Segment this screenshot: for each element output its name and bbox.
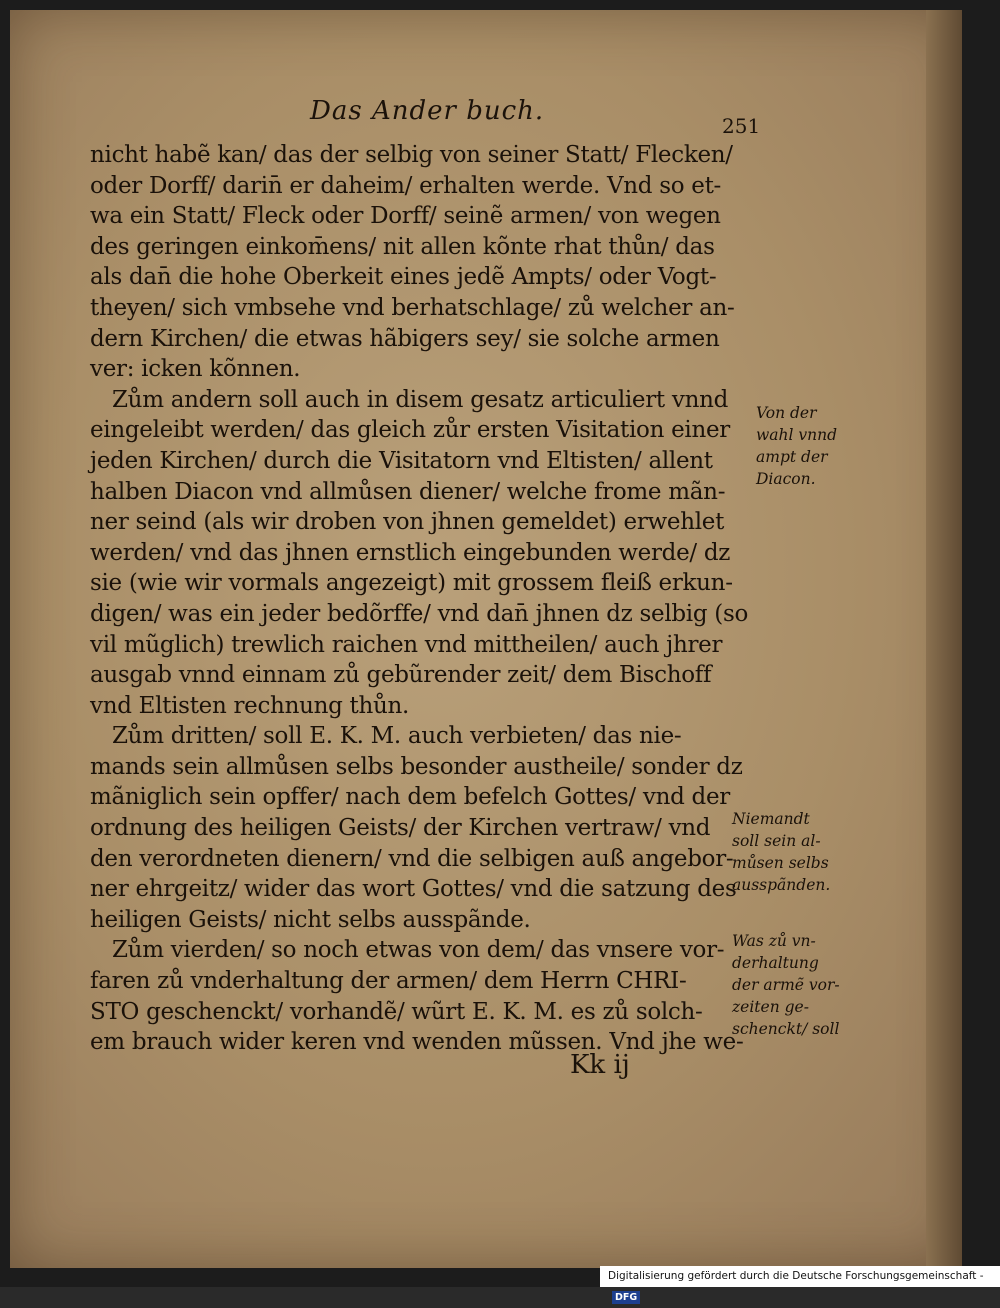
text-line: wa ein Statt/ Fleck oder Dorff/ seinẽ armen/ von wegen — [90, 203, 721, 230]
margin-note-line: Von der — [756, 404, 817, 422]
text-line: ordnung des heiligen Geists/ der Kirchen vertraw/ vnd — [90, 815, 711, 842]
text-line: mands sein allmůsen selbs besonder austheile/ sonder dz — [90, 753, 743, 780]
margin-note-line: schenckt/ soll — [732, 1020, 840, 1038]
page-edge — [926, 10, 962, 1268]
text-line: den verordneten dienern/ vnd die selbigen auß angebor- — [90, 845, 734, 872]
margin-note-line: soll sein al- — [732, 832, 821, 850]
text-line: halben Diacon vnd allmůsen diener/ welche frome mãn- — [90, 478, 726, 505]
text-line: als dan̄ die hohe Oberkeit eines jedẽ Ampts/ oder Vogt- — [90, 264, 717, 291]
text-line: oder Dorff/ darin̄ er daheim/ erhalten werde. Vnd so et- — [90, 172, 722, 199]
text-line: theyen/ sich vmbsehe vnd berhatschlage/ zů welcher an- — [90, 294, 735, 321]
dfg-logo: DFG — [612, 1291, 640, 1304]
margin-note-diacon — [756, 402, 866, 490]
body-text — [90, 140, 750, 1058]
text-line: dern Kirchen/ die etwas hãbigers sey/ sie solche armen — [90, 325, 720, 352]
text-line: ver: icken kõnnen. — [90, 356, 301, 383]
footer-credit — [600, 1266, 1000, 1303]
text-line: ner ehrgeitz/ wider das wort Gottes/ vnd die satzung des — [90, 876, 737, 903]
text-line: vil mũglich) trewlich raichen vnd mittheilen/ auch jhrer — [90, 631, 723, 658]
margin-note-line: zeiten ge- — [732, 998, 809, 1016]
text-line: ner seind (als wir droben von jhnen gemeldet) erwehlet — [90, 509, 725, 536]
footer-text: Digitalisierung gefördert durch die Deutsche Forschungsgemeinschaft - — [608, 1270, 984, 1282]
margin-note-line: můsen selbs — [732, 854, 829, 872]
text-line: em brauch wider keren vnd wenden mũssen. Vnd jhe we- — [90, 1029, 744, 1056]
margin-note-line: derhaltung — [732, 954, 819, 972]
text-line: digen/ was ein jeder bedõrffe/ vnd dan̄ jhnen dz selbig (so — [90, 600, 749, 627]
page-number: 251 — [722, 114, 761, 138]
text-line: eingeleibt werden/ das gleich zůr ersten Visitation einer — [90, 417, 730, 444]
scanned-page — [10, 10, 962, 1268]
text-line: Zům andern soll auch in disem gesatz articuliert vnnd — [112, 386, 729, 413]
running-head: Das Ander buch. — [310, 96, 545, 126]
text-line: des geringen einkom̄ens/ nit allen kõnte rhat thůn/ das — [90, 233, 715, 260]
text-line: nicht habẽ kan/ das der selbig von seiner Statt/ Flecken/ — [90, 142, 733, 168]
text-line: faren zů vnderhaltung der armen/ dem Herrn CHRI- — [90, 968, 687, 995]
text-line: vnd Eltisten rechnung thůn. — [90, 692, 410, 719]
margin-note-line: ampt der — [756, 448, 828, 466]
margin-note-allmusen — [732, 808, 842, 896]
text-line: ausgab vnnd einnam zů gebũrender zeit/ dem Bischoff — [90, 662, 712, 689]
signature-mark: Kk ij — [570, 1050, 630, 1080]
margin-note-line: Diacon. — [756, 470, 816, 488]
margin-note-line: Was zů vn- — [732, 932, 816, 950]
text-line: STO geschenckt/ vorhandẽ/ wũrt E. K. M. es zů solch- — [90, 998, 703, 1025]
text-line: mãniglich sein opffer/ nach dem befelch Gottes/ vnd der — [90, 784, 730, 811]
text-line: werden/ vnd das jhnen ernstlich eingebunden werde/ dz — [90, 539, 731, 566]
text-line: sie (wie wir vormals angezeigt) mit grossem fleiß erkun- — [90, 570, 733, 597]
text-line: Zům dritten/ soll E. K. M. auch verbieten/ das nie- — [112, 723, 682, 750]
text-line: Zům vierden/ so noch etwas von dem/ das vnsere vor- — [112, 937, 725, 964]
text-line: jeden Kirchen/ durch die Visitatorn vnd Eltisten/ allent — [90, 447, 713, 474]
margin-note-line: Niemandt — [732, 810, 810, 828]
margin-note-line: ausspãnden. — [732, 876, 831, 894]
margin-note-vnderhaltung — [732, 930, 842, 1040]
margin-note-line: der armẽ vor- — [732, 976, 840, 994]
text-line: heiligen Geists/ nicht selbs ausspãnde. — [90, 906, 531, 933]
margin-note-line: wahl vnnd — [756, 426, 838, 444]
